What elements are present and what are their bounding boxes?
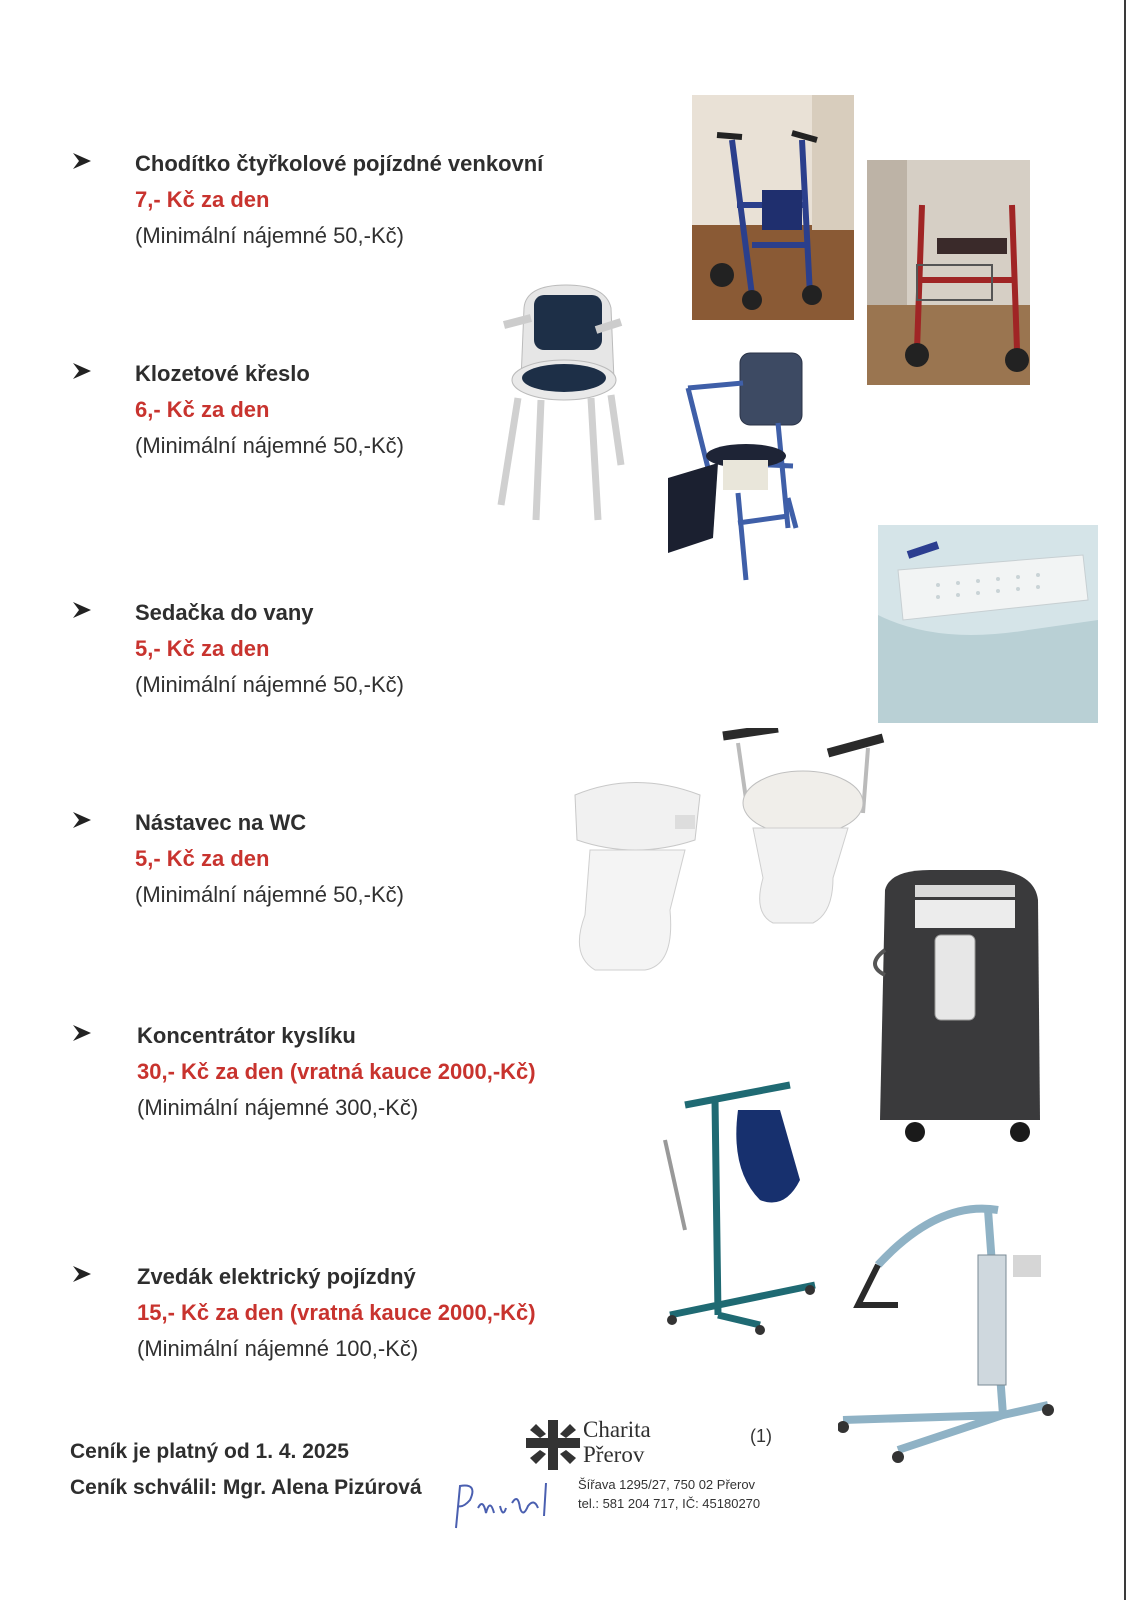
arrow-bullet-icon [72,601,92,619]
org-name-line1: Charita [583,1417,651,1442]
item-name: Klozetové křeslo [135,361,310,386]
item-minimum-rent: (Minimální nájemné 300,-Kč) [137,1095,419,1120]
item-minimum-rent: (Minimální nájemné 50,-Kč) [135,882,404,907]
arrow-bullet-icon [72,362,92,380]
arrow-bullet-icon [72,152,92,170]
org-address: Šířava 1295/27, 750 02 Přerov [578,1477,756,1492]
item-name: Nástavec na WC [135,810,307,835]
item-minimum-rent: (Minimální nájemné 100,-Kč) [137,1336,419,1361]
blue-rollator-photo [692,95,854,320]
item-price: 15,- Kč za den (vratná kauce 2000,-Kč) [137,1300,536,1325]
oxygen-concentrator-image [870,870,1050,1145]
electric-patient-lift-image [838,1195,1058,1480]
item-name: Sedačka do vany [135,600,314,625]
item-minimum-rent: (Minimální nájemné 50,-Kč) [135,433,404,458]
handwritten-signature [448,1478,558,1538]
bath-seat-image [878,525,1098,723]
item-price: 30,- Kč za den (vratná kauce 2000,-Kč) [137,1059,536,1084]
item-minimum-rent: (Minimální nájemné 50,-Kč) [135,672,404,697]
item-name: Koncentrátor kyslíku [137,1023,356,1048]
org-name-line2: Přerov [583,1442,645,1467]
blue-commode-chair-image [668,348,833,588]
org-contact: tel.: 581 204 717, IČ: 45180270 [578,1496,761,1511]
white-commode-chair-image [496,280,636,525]
arrow-bullet-icon [72,811,92,829]
red-rollator-photo [867,160,1030,385]
patient-lift-sling-image [660,1080,822,1340]
approved-by: Ceník schválil: Mgr. Alena Pizúrová [70,1476,422,1499]
item-price: 7,- Kč za den [135,187,270,212]
item-name: Chodítko čtyřkolové pojízdné venkovní [135,151,544,176]
toilet-seat-riser-image [565,765,715,975]
scan-edge-line [1124,0,1126,1600]
page-number: (1) [750,1426,772,1446]
item-name: Zvedák elektrický pojízdný [137,1264,416,1289]
item-minimum-rent: (Minimální nájemné 50,-Kč) [135,223,404,248]
item-price: 5,- Kč za den [135,636,270,661]
arrow-bullet-icon [72,1024,92,1042]
item-price: 6,- Kč za den [135,397,270,422]
arrow-bullet-icon [72,1265,92,1283]
charita-logo-icon [526,1420,580,1470]
toilet-riser-with-armrests-image [718,728,893,928]
footer-validity-block [70,1437,422,1509]
item-price: 5,- Kč za den [135,846,270,871]
validity-date: Ceník je platný od 1. 4. 2025 [70,1440,349,1463]
